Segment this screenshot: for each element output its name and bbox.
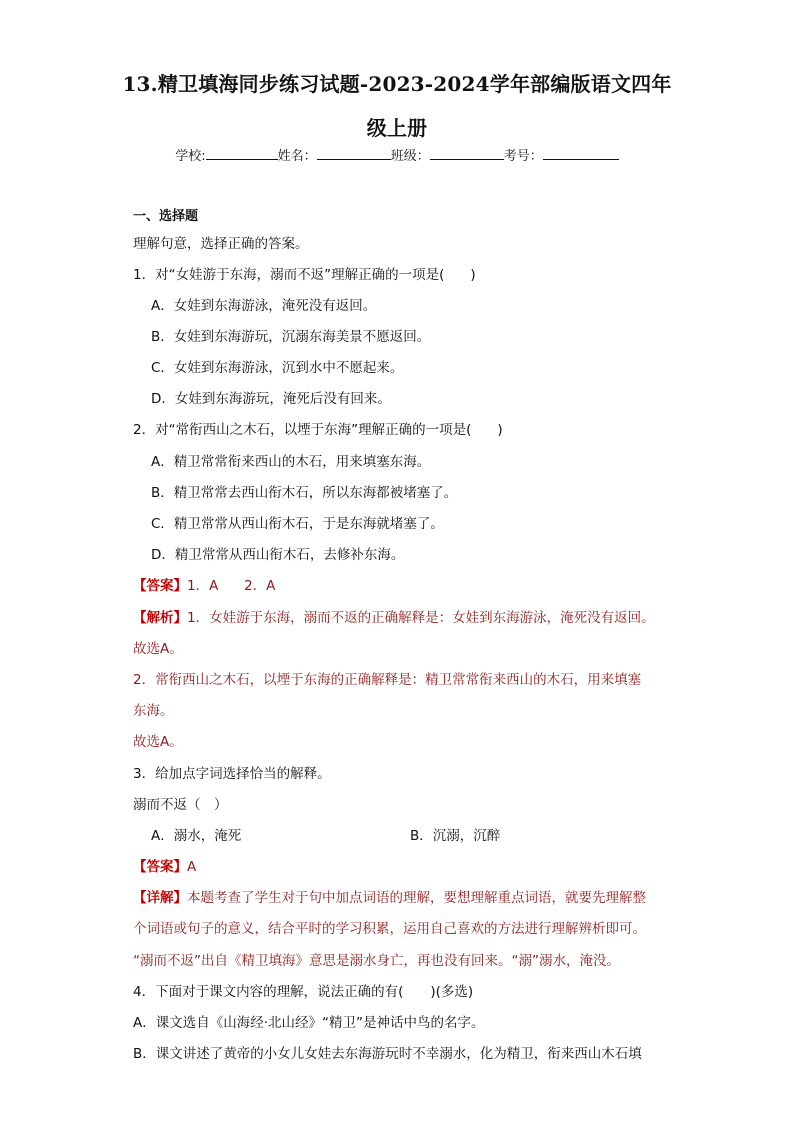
detail-line-1-text: 本题考查了学生对于句中加点词语的理解，要想理解重点词语，就要先理解整 [187,890,646,906]
question-2-option-a: A．精卫常常衔来西山的木石，用来填塞东海。 [151,454,431,470]
name-label: 姓名： [277,149,317,164]
student-info-line [0,145,794,164]
school-blank[interactable] [206,147,278,160]
section-heading: 一、选择题 [133,209,199,224]
question-2-stem-text: 2．对“常衔西山之木石，以堙于东海”理解正确的一项是( [133,422,472,438]
question-1-option-a: A．女娃到东海游泳，淹死没有返回。 [151,298,377,314]
instruction-text: 理解句意，选择正确的答案。 [133,236,309,252]
analysis-line-4: 东海。 [133,703,174,719]
question-4-stem: 4．下面对于课文内容的理解，说法正确的有( )(多选) [133,984,474,1000]
question-2-stem [133,421,503,439]
analysis-line-1 [133,609,655,627]
question-4-option-a: A．课文选自《山海经·北山经》“精卫”是神话中鸟的名字。 [133,1015,485,1031]
number-label: 考号： [503,149,543,164]
question-2-close-paren: ) [497,422,503,438]
question-1-option-d: D．女娃到东海游玩，淹死后没有回来。 [151,391,391,407]
class-label: 班级： [390,149,430,164]
school-label: 学校: [175,149,206,164]
question-1-close-paren: ) [470,267,476,283]
analysis-line-2: 故选A。 [133,641,183,657]
class-blank[interactable] [430,147,504,160]
document-title-line1: 13.精卫填海同步练习试题-2023-2024学年部编版语文四年 [122,72,672,96]
number-blank[interactable] [543,147,619,160]
question-1-option-c: C．女娃到东海游泳，沉到水中不愿起来。 [151,360,404,376]
answer-tag: 【答案】 [133,578,187,594]
detail-line-2: 个词语或句子的意义，结合平时的学习积累，运用自己喜欢的方法进行理解辨析即可。 [133,921,646,937]
name-blank[interactable] [317,147,391,160]
answer-1-line [133,577,275,595]
question-1-stem [133,266,476,284]
question-3-option-b: B．沉溺，沉醉 [410,828,501,844]
question-4-option-b: B．课文讲述了黄帝的小女儿女娃去东海游玩时不幸溺水，化为精卫，衔来西山木石填 [133,1046,642,1062]
analysis-line-1-text: 1．女娃游于东海，溺而不返的正确解释是：女娃到东海游泳，淹死没有返回。 [187,610,655,626]
answer-3-text: A [187,859,197,875]
question-2-option-d: D．精卫常常从西山衔木石，去修补东海。 [151,547,405,563]
detail-line-1 [133,889,646,907]
answer-3-tag: 【答案】 [133,859,187,875]
question-3-word: 溺而不返（ ） [133,797,228,813]
analysis-tag: 【解析】 [133,610,187,626]
question-1-stem-text: 1．对“女娃游于东海，溺而不返”理解正确的一项是( [133,267,445,283]
document-title-line2: 级上册 [366,116,428,140]
detail-tag: 【详解】 [133,890,187,906]
answer-3-line [133,858,196,876]
question-3-stem: 3．给加点字词选择恰当的解释。 [133,766,331,782]
question-2-option-b: B．精卫常常去西山衔木石，所以东海都被堵塞了。 [151,485,458,501]
detail-line-3: “溺而不返”出自《精卫填海》意思是溺水身亡，再也没有回来。“溺”溺水，淹没。 [133,953,620,969]
question-1-option-b: B．女娃到东海游玩，沉溺东海美景不愿返回。 [151,329,431,345]
analysis-line-3: 2．常衔西山之木石，以堙于东海的正确解释是：精卫常常衔来西山的木石，用来填塞 [133,672,642,688]
question-2-option-c: C．精卫常常从西山衔木石，于是东海就堵塞了。 [151,516,444,532]
answer-1-text: 1．A 2．A [187,578,276,594]
question-3-option-a: A．溺水，淹死 [151,828,242,844]
analysis-line-5: 故选A。 [133,734,183,750]
